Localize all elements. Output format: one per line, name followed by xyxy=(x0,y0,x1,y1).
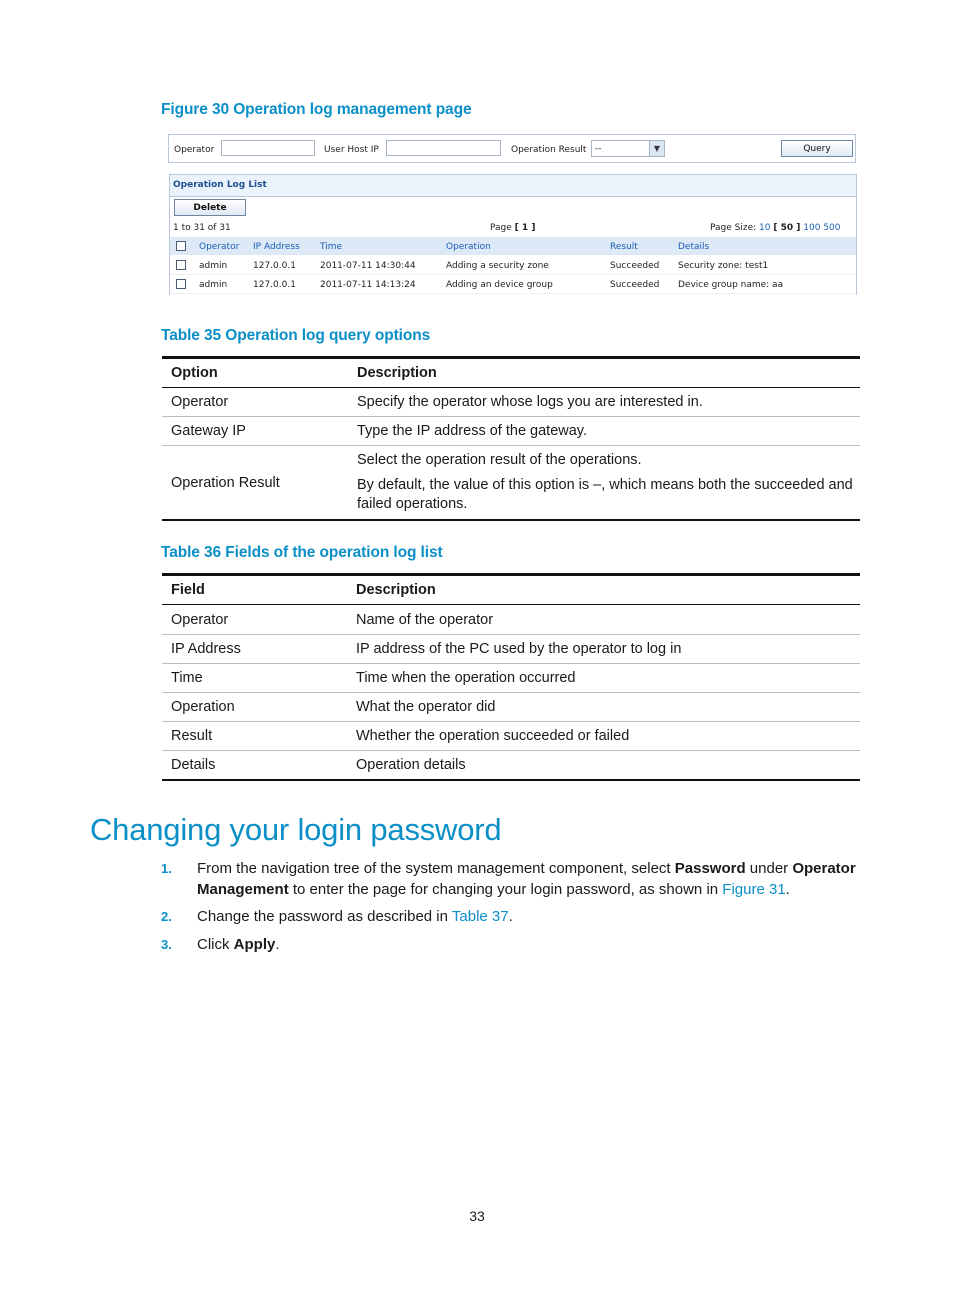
cell-option: Gateway IP xyxy=(162,417,348,446)
cell-operation: Adding a security zone xyxy=(446,261,549,271)
select-all-checkbox[interactable] xyxy=(176,241,186,251)
cell-time: 2011-07-11 14:13:24 xyxy=(320,280,416,290)
cell-field: Operator xyxy=(162,605,347,635)
user-host-ip-label: User Host IP xyxy=(324,145,379,155)
list-title: Operation Log List xyxy=(170,175,856,197)
cell-operator: admin xyxy=(199,261,228,271)
table-row xyxy=(162,446,860,521)
ui-term: Password xyxy=(674,860,746,877)
table-row xyxy=(162,722,860,751)
header-option: Option xyxy=(162,358,348,388)
operation-log-list xyxy=(169,174,857,295)
row-checkbox[interactable] xyxy=(176,260,186,270)
operation-result-label: Operation Result xyxy=(511,145,587,155)
step-fragment: From the navigation tree of the system management component, select xyxy=(197,860,675,877)
header-description: Description xyxy=(348,358,860,388)
page-label: Page xyxy=(490,223,512,233)
table-row xyxy=(170,275,856,294)
step-text xyxy=(197,858,869,900)
step-fragment: . xyxy=(508,908,513,925)
cross-reference-link[interactable]: Table 37 xyxy=(451,908,509,925)
step-3 xyxy=(161,934,871,956)
cell-description: Time when the operation occurred xyxy=(347,664,860,693)
page-number: 33 xyxy=(469,1208,485,1224)
operator-input[interactable] xyxy=(221,140,315,156)
ui-term: Operator Management xyxy=(197,860,856,898)
description-text: By default, the value of this option is –, which means both the succeeded and failed operations. xyxy=(357,477,853,512)
step-1 xyxy=(161,858,871,902)
table-35-caption: Table 35 Operation log query options xyxy=(161,327,431,344)
cell-option: Operator xyxy=(162,388,348,417)
page-size-10-link[interactable]: 10 xyxy=(759,223,771,233)
page-size-current: [ 50 ] xyxy=(773,223,801,233)
table-row xyxy=(162,388,860,417)
cell-field: Result xyxy=(162,722,347,751)
cell-description: What the operator did xyxy=(347,693,860,722)
cell-description xyxy=(348,446,860,521)
cell-field: Time xyxy=(162,664,347,693)
step-fragment: under xyxy=(745,860,793,877)
cell-result: Succeeded xyxy=(610,280,660,290)
cell-details: Device group name: aa xyxy=(678,280,784,290)
list-header-row xyxy=(170,237,856,255)
query-bar xyxy=(168,134,856,163)
header-field: Field xyxy=(162,575,347,605)
cross-reference-link[interactable]: Figure 31 xyxy=(722,881,786,898)
operator-label: Operator xyxy=(174,145,215,155)
cell-field: Operation xyxy=(162,693,347,722)
cell-description: Whether the operation succeeded or failed xyxy=(347,722,860,751)
step-number: 3. xyxy=(161,937,172,952)
table-row xyxy=(162,751,860,781)
ui-term: Apply xyxy=(233,936,276,953)
cell-operation: Adding an device group xyxy=(446,280,553,290)
table-row xyxy=(162,605,860,635)
cell-field: Details xyxy=(162,751,347,781)
cell-operator: admin xyxy=(199,280,228,290)
col-time[interactable]: Time xyxy=(320,242,343,252)
step-fragment: Click xyxy=(197,936,234,953)
step-fragment: to enter the page for changing your login password, as shown in xyxy=(288,881,723,898)
table-row xyxy=(162,664,860,693)
cell-description xyxy=(348,388,860,417)
page-size-selector xyxy=(710,223,841,233)
cell-ip: 127.0.0.1 xyxy=(253,280,296,290)
query-button[interactable]: Query xyxy=(781,140,853,157)
description-text: Select the operation result of the operations. xyxy=(357,452,642,468)
description-text: Type the IP address of the gateway. xyxy=(357,422,587,439)
table-row xyxy=(162,417,860,446)
user-host-ip-input[interactable] xyxy=(386,140,501,156)
table-row xyxy=(170,256,856,275)
row-checkbox[interactable] xyxy=(176,279,186,289)
delete-button[interactable]: Delete xyxy=(174,199,246,216)
cell-description: Operation details xyxy=(347,751,860,781)
step-fragment: . xyxy=(275,936,280,953)
step-fragment: . xyxy=(785,881,790,898)
table-35 xyxy=(162,356,860,521)
cell-result: Succeeded xyxy=(610,261,660,271)
page-size-100-link[interactable]: 100 xyxy=(803,223,821,233)
cell-ip: 127.0.0.1 xyxy=(253,261,296,271)
table-36-caption: Table 36 Fields of the operation log list xyxy=(161,544,443,561)
figure-caption: Figure 30 Operation log management page xyxy=(161,101,472,118)
chevron-down-icon[interactable]: ▼ xyxy=(649,141,664,156)
cell-description: IP address of the PC used by the operator to log in xyxy=(347,635,860,664)
col-details[interactable]: Details xyxy=(678,242,710,252)
operation-result-select[interactable] xyxy=(591,140,665,157)
step-number: 2. xyxy=(161,909,172,924)
section-heading: Changing your login password xyxy=(90,812,502,847)
description-text: Specify the operator whose logs you are interested in. xyxy=(357,393,703,410)
step-fragment: Change the password as described in xyxy=(197,908,452,925)
operation-log-screenshot xyxy=(168,134,856,294)
header-description: Description xyxy=(347,575,860,605)
step-text xyxy=(197,934,869,955)
col-operation[interactable]: Operation xyxy=(446,242,491,252)
cell-time: 2011-07-11 14:30:44 xyxy=(320,261,416,271)
step-2 xyxy=(161,906,871,928)
table-row xyxy=(162,635,860,664)
col-result[interactable]: Result xyxy=(610,242,638,252)
page-indicator xyxy=(490,223,535,233)
cell-details: Security zone: test1 xyxy=(678,261,769,271)
table-row xyxy=(162,693,860,722)
operation-result-value: -- xyxy=(595,144,602,154)
record-range: 1 to 31 of 31 xyxy=(173,223,231,233)
page-size-label: Page Size: xyxy=(710,223,757,233)
cell-field: IP Address xyxy=(162,635,347,664)
step-number: 1. xyxy=(161,861,172,876)
page-size-500-link[interactable]: 500 xyxy=(823,223,841,233)
col-operator[interactable]: Operator xyxy=(199,242,240,252)
cell-option: Operation Result xyxy=(162,446,348,521)
cell-description: Name of the operator xyxy=(347,605,860,635)
table-36 xyxy=(162,573,860,781)
col-ip-address[interactable]: IP Address xyxy=(253,242,300,252)
step-text xyxy=(197,906,869,927)
current-page: [ 1 ] xyxy=(514,223,536,233)
cell-description xyxy=(348,417,860,446)
